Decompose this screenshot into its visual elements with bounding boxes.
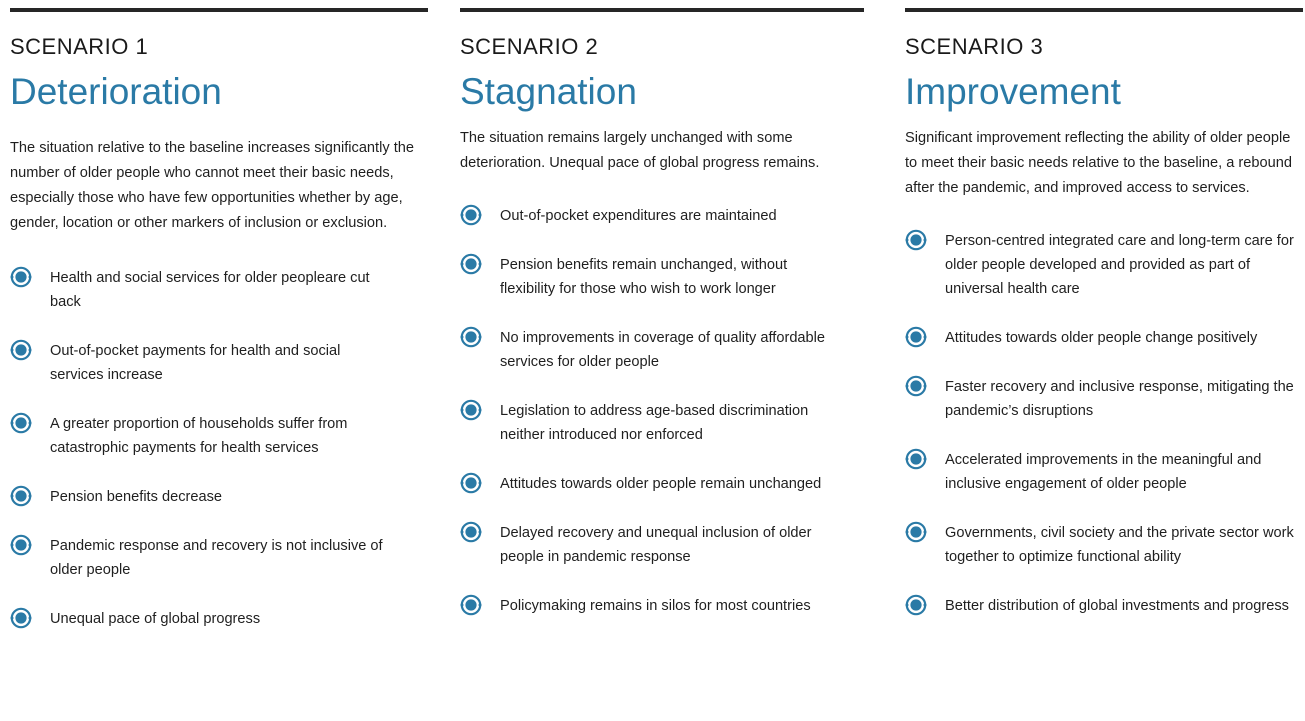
bullet-text: Health and social services for older peopleare cut back	[50, 270, 370, 310]
ring-dot-icon	[460, 204, 482, 226]
ring-dot-icon	[460, 326, 482, 348]
bullet-text: Better distribution of global investments and progress	[945, 598, 1289, 614]
scenario-intro: The situation remains largely unchanged with some deterioration. Unequal pace of global progress remains.	[460, 130, 820, 171]
scenario-intro: Significant improvement reflecting the ability of older people to meet their basic needs relative to the baseline, a rebound after the pandemic, and improved access to services.	[905, 130, 1292, 196]
bullet-item	[10, 485, 430, 509]
bullet-text: Attitudes towards older people change positively	[945, 330, 1258, 346]
bullet-text: Attitudes towards older people remain unchanged	[500, 476, 822, 492]
ring-dot-icon	[460, 521, 482, 543]
bullet-item	[10, 534, 430, 582]
bullet-text: A greater proportion of households suffer from catastrophic payments for health services	[50, 416, 348, 456]
scenario-bullet-list	[905, 229, 1305, 618]
ring-dot-icon	[10, 607, 32, 629]
bullet-item	[460, 472, 865, 496]
scenario-column-2	[460, 8, 865, 643]
scenario-title: Stagnation	[460, 71, 637, 112]
ring-dot-icon	[460, 399, 482, 421]
column-top-rule	[10, 8, 428, 12]
column-top-rule	[905, 8, 1303, 12]
ring-dot-icon	[905, 448, 927, 470]
bullet-item	[905, 521, 1305, 569]
bullet-item	[10, 339, 430, 387]
bullet-item	[10, 412, 430, 460]
ring-dot-icon	[10, 412, 32, 434]
bullet-text: Delayed recovery and unequal inclusion of older people in pandemic response	[500, 525, 812, 565]
bullet-text: Person-centred integrated care and long-term care for older people developed and provided as part of universal health care	[945, 233, 1294, 297]
ring-dot-icon	[905, 594, 927, 616]
bullet-item	[460, 399, 865, 447]
bullet-item	[460, 204, 865, 228]
scenario-label: SCENARIO 3	[905, 34, 1044, 59]
bullet-item	[905, 448, 1305, 496]
column-top-rule	[460, 8, 864, 12]
scenario-intro: The situation relative to the baseline increases significantly the number of older people who cannot meet their basic needs, especially those who have few opportunities whether by age, gender, location or other markers of inclusion or exclusion.	[10, 140, 414, 231]
scenario-column-3	[905, 8, 1305, 643]
bullet-item	[905, 375, 1305, 423]
scenario-title: Deterioration	[10, 71, 222, 112]
ring-dot-icon	[905, 326, 927, 348]
scenario-column-1	[10, 8, 430, 656]
bullet-text: Out-of-pocket payments for health and social services increase	[50, 343, 341, 383]
bullet-text: Legislation to address age-based discrimination neither introduced nor enforced	[500, 403, 809, 443]
bullet-item	[905, 594, 1305, 618]
bullet-item	[10, 266, 430, 314]
bullet-text: Pandemic response and recovery is not inclusive of older people	[50, 538, 383, 578]
ring-dot-icon	[10, 266, 32, 288]
scenario-bullet-list	[10, 266, 430, 631]
ring-dot-icon	[10, 534, 32, 556]
scenario-title: Improvement	[905, 71, 1121, 112]
ring-dot-icon	[905, 521, 927, 543]
bullet-item	[460, 521, 865, 569]
bullet-item	[905, 229, 1305, 301]
ring-dot-icon	[10, 485, 32, 507]
bullet-text: Governments, civil society and the private sector work together to optimize functional ability	[945, 525, 1294, 565]
ring-dot-icon	[905, 375, 927, 397]
scenario-label: SCENARIO 2	[460, 34, 599, 59]
bullet-item	[460, 253, 865, 301]
scenario-bullet-list	[460, 204, 865, 618]
ring-dot-icon	[460, 472, 482, 494]
ring-dot-icon	[460, 253, 482, 275]
bullet-text: Faster recovery and inclusive response, mitigating the pandemic’s disruptions	[945, 379, 1294, 419]
bullet-text: Unequal pace of global progress	[50, 611, 261, 627]
bullet-item	[10, 607, 430, 631]
ring-dot-icon	[460, 594, 482, 616]
bullet-text: Pension benefits remain unchanged, without flexibility for those who wish to work longer	[500, 257, 788, 297]
bullet-item	[460, 594, 865, 618]
ring-dot-icon	[10, 339, 32, 361]
bullet-text: Pension benefits decrease	[50, 489, 222, 505]
bullet-item	[460, 326, 865, 374]
scenario-label: SCENARIO 1	[10, 34, 149, 59]
bullet-text: Accelerated improvements in the meaningful and inclusive engagement of older people	[945, 452, 1262, 492]
bullet-text: Policymaking remains in silos for most countries	[500, 598, 811, 614]
bullet-text: No improvements in coverage of quality affordable services for older people	[500, 330, 826, 370]
bullet-text: Out-of-pocket expenditures are maintained	[500, 208, 777, 224]
ring-dot-icon	[905, 229, 927, 251]
bullet-item	[905, 326, 1305, 350]
